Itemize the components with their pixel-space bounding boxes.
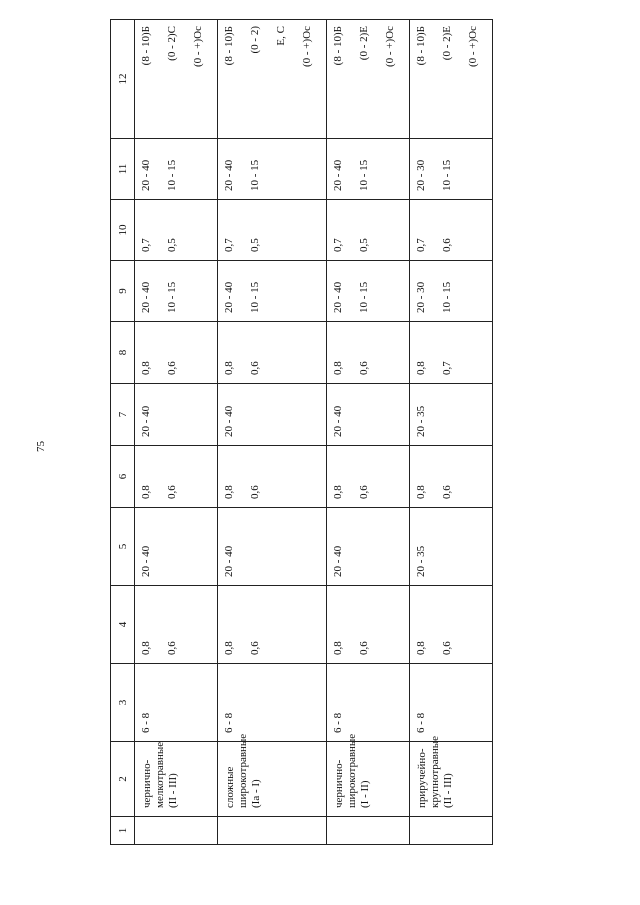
cell-c7 (218, 384, 327, 446)
cell-c4 (135, 586, 218, 664)
column-number-5: 5 (111, 508, 135, 586)
cell-c5 (327, 508, 410, 586)
cell-value: 0,8 (140, 361, 152, 375)
cell-value: 0,8 (140, 641, 152, 655)
cell-value: (0 - 2)С (166, 26, 178, 61)
table-row (135, 20, 218, 845)
forest-type-name-cell (327, 733, 410, 817)
cell-value: 0,6 (249, 641, 261, 655)
table-row (410, 20, 493, 845)
cell-c11 (410, 139, 493, 200)
table-row (218, 20, 327, 845)
cell-value: 6 - 8 (140, 712, 152, 733)
cell-c12 (327, 20, 410, 139)
cell-value: 10 - 15 (249, 281, 261, 313)
column-number-8: 8 (111, 322, 135, 384)
column-number-1: 1 (111, 817, 135, 845)
cell-value: 20 - 35 (415, 405, 427, 437)
forest-type-name: черничнo-мелкотравные (II - III) (141, 741, 179, 808)
cell-c10 (327, 200, 410, 261)
cell-value: 0,6 (441, 238, 453, 252)
cell-value: 10 - 15 (166, 159, 178, 191)
cell-value: 0,5 (358, 238, 370, 252)
row-number-cell (218, 817, 327, 845)
cell-c10 (410, 200, 493, 261)
cell-value: Е, С (275, 26, 287, 46)
cell-c3 (135, 664, 218, 742)
cell-c7 (327, 384, 410, 446)
cell-c9 (218, 261, 327, 322)
cell-c4 (327, 586, 410, 664)
column-number-3: 3 (111, 664, 135, 742)
cell-value: (0 - 2)Е (358, 26, 370, 61)
cell-value: 0,6 (358, 485, 370, 499)
cell-c6 (218, 446, 327, 508)
cell-value: 20 - 40 (223, 281, 235, 313)
cell-value: (0 - +)Ос (301, 26, 313, 68)
cell-value: 20 - 30 (415, 281, 427, 313)
column-number-10: 10 (111, 200, 135, 261)
cell-c10 (218, 200, 327, 261)
cell-c12 (135, 20, 218, 139)
cell-value: 0,5 (166, 238, 178, 252)
cell-value: 0,8 (415, 485, 427, 499)
cell-c9 (135, 261, 218, 322)
cell-value: 20 - 40 (332, 159, 344, 191)
cell-value: 20 - 40 (223, 405, 235, 437)
cell-value: 20 - 40 (140, 159, 152, 191)
cell-value: 0,8 (332, 361, 344, 375)
cell-value: (8 - 10)Б (332, 26, 344, 66)
cell-value: 20 - 40 (332, 405, 344, 437)
cell-value: (0 - +)Ос (192, 26, 204, 68)
cell-value: 20 - 40 (140, 405, 152, 437)
cell-value: (8 - 10)Б (223, 26, 235, 66)
cell-value: 0,6 (166, 485, 178, 499)
cell-value: 20 - 35 (415, 545, 427, 577)
cell-value: 0,8 (223, 641, 235, 655)
cell-value: 0,8 (223, 485, 235, 499)
cell-value: 6 - 8 (332, 712, 344, 733)
cell-value: 6 - 8 (415, 712, 427, 733)
cell-value: 0,6 (441, 485, 453, 499)
column-number-11: 11 (111, 139, 135, 200)
cell-value: 0,6 (441, 641, 453, 655)
cell-c7 (135, 384, 218, 446)
forest-type-name: приручейно-крупнотравные (II - III) (416, 735, 454, 808)
cell-c11 (218, 139, 327, 200)
cell-value: 20 - 40 (223, 159, 235, 191)
cell-c12 (218, 20, 327, 139)
cell-c4 (410, 586, 493, 664)
cell-value: 20 - 40 (140, 545, 152, 577)
forest-type-name-cell (135, 742, 218, 817)
cell-value: 0,6 (166, 361, 178, 375)
cell-value: (0 - +)Ос (384, 26, 396, 68)
cell-value: (8 - 10)Б (140, 26, 152, 66)
cell-c8 (327, 322, 410, 384)
row-number-cell (135, 817, 218, 845)
cell-c10 (135, 200, 218, 261)
cell-value: 0,7 (223, 238, 235, 252)
cell-c5 (410, 508, 493, 586)
cell-c11 (327, 139, 410, 200)
cell-value: 20 - 40 (223, 545, 235, 577)
cell-value: 10 - 15 (358, 281, 370, 313)
cell-value: 10 - 15 (441, 159, 453, 191)
cell-value: (8 - 10)Б (415, 26, 427, 66)
cell-value: 0,8 (223, 361, 235, 375)
cell-value: (0 - 2) (249, 26, 261, 54)
cell-value: 6 - 8 (223, 712, 235, 733)
cell-value: 10 - 15 (166, 281, 178, 313)
cell-c3 (327, 664, 410, 742)
cell-value: (0 - 2)Е (441, 26, 453, 61)
cell-value: 0,6 (166, 641, 178, 655)
cell-value: 20 - 40 (332, 281, 344, 313)
cell-c5 (218, 508, 327, 586)
row-number-cell (327, 817, 410, 845)
cell-value: 0,8 (415, 641, 427, 655)
column-number-12: 12 (111, 20, 135, 139)
cell-value: 0,8 (332, 641, 344, 655)
table-row (327, 20, 410, 845)
cell-value: 10 - 15 (358, 159, 370, 191)
column-number-6: 6 (111, 446, 135, 508)
cell-value: (0 - +)Ос (467, 26, 479, 68)
cell-value: 10 - 15 (249, 159, 261, 191)
table-body (135, 20, 493, 845)
forest-type-name: черничнo-широкотравные (I - II) (333, 733, 371, 808)
cell-value: 0,5 (249, 238, 261, 252)
cell-c9 (410, 261, 493, 322)
cell-value: 0,7 (441, 361, 453, 375)
forest-types-table-container (110, 20, 480, 845)
cell-value: 20 - 40 (140, 281, 152, 313)
cell-c6 (327, 446, 410, 508)
forest-type-name-cell (218, 733, 327, 817)
cell-c3 (410, 664, 493, 742)
cell-value: 20 - 30 (415, 159, 427, 191)
column-number-row (111, 20, 135, 845)
cell-c12 (410, 20, 493, 139)
cell-value: 10 - 15 (441, 281, 453, 313)
forest-types-table (110, 19, 493, 845)
column-number-7: 7 (111, 384, 135, 446)
cell-value: 20 - 40 (332, 545, 344, 577)
cell-value: 0,7 (415, 238, 427, 252)
cell-value: 0,8 (415, 361, 427, 375)
column-number-9: 9 (111, 261, 135, 322)
cell-value: 0,6 (249, 361, 261, 375)
column-number-2: 2 (111, 742, 135, 817)
cell-c4 (218, 586, 327, 664)
cell-value: 0,6 (358, 361, 370, 375)
page-number: 75 (35, 441, 47, 452)
cell-value: 0,6 (249, 485, 261, 499)
cell-c7 (410, 384, 493, 446)
cell-value: 0,8 (332, 485, 344, 499)
cell-c9 (327, 261, 410, 322)
cell-c6 (135, 446, 218, 508)
row-number-cell (410, 817, 493, 845)
cell-c6 (410, 446, 493, 508)
cell-value: 0,7 (140, 238, 152, 252)
cell-c3 (218, 664, 327, 742)
cell-c5 (135, 508, 218, 586)
cell-value: 0,7 (332, 238, 344, 252)
cell-value: 0,8 (140, 485, 152, 499)
cell-c8 (410, 322, 493, 384)
cell-c8 (135, 322, 218, 384)
column-number-4: 4 (111, 586, 135, 664)
forest-type-name-cell (410, 735, 493, 817)
cell-c11 (135, 139, 218, 200)
cell-c8 (218, 322, 327, 384)
cell-value: 0,6 (358, 641, 370, 655)
forest-type-name: сложные широкотравные (Iа - I) (224, 733, 262, 808)
